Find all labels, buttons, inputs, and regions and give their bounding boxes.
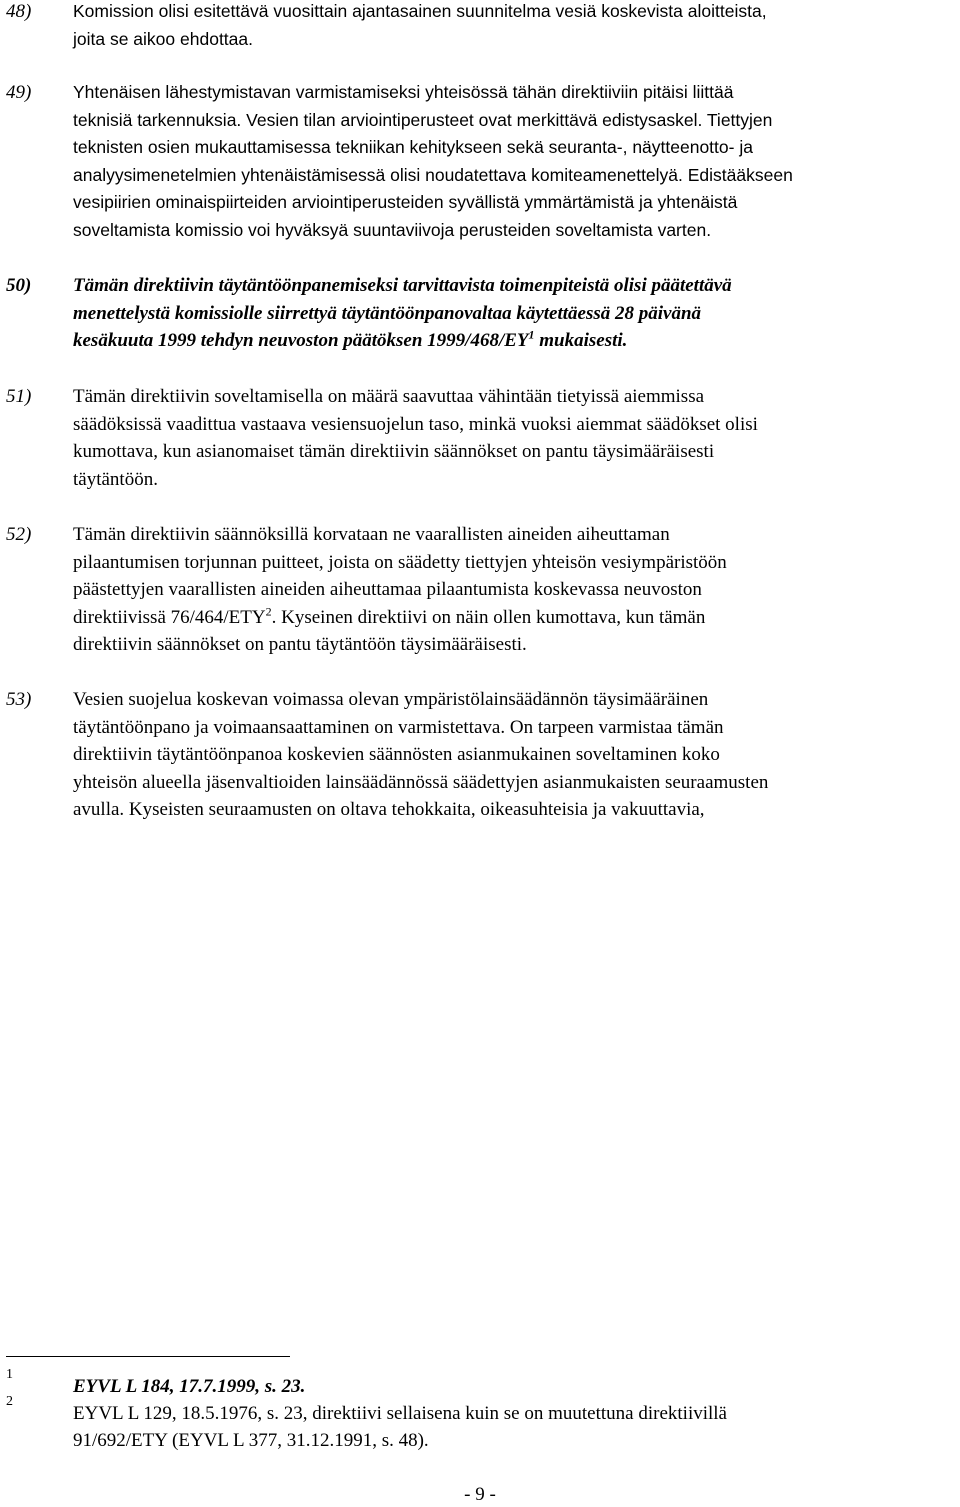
text-segment: mukaisesti.	[534, 330, 628, 351]
paragraph-text	[73, 272, 953, 355]
footnote-text	[73, 1400, 960, 1454]
footnote-text	[73, 1373, 960, 1400]
text-segment: . Kyseinen direktiivi on näin ollen kumottava, kun tämän	[271, 606, 706, 628]
paragraph-text	[73, 0, 953, 53]
text-line: yhteisön alueella jäsenvaltioiden lainsäädännössä säädettyjen asianmukaisten seuraamusten	[73, 771, 769, 793]
paragraph-text	[73, 383, 953, 493]
text-line: EYVL L 184, 17.7.1999, s. 23.	[73, 1376, 306, 1397]
paragraph-text	[73, 79, 953, 244]
paragraph-50	[0, 272, 960, 355]
text-line: Komission olisi esitettävä vuosittain ajantasainen suunnitelma vesiä koskevista aloitteista,	[73, 1, 767, 21]
text-line: menettelystä komissiolle siirrettyä täytäntöönpanovaltaa käytettäessä 28 päivänä	[73, 302, 702, 324]
paragraph-text	[73, 521, 953, 659]
footnote-number: 1	[6, 1367, 13, 1382]
text-line: kumottava, kun asianomaiset tämän direktiivin säännökset on pantu täysimääräisesti	[73, 441, 715, 462]
text-line: Vesien suojelua koskevan voimassa olevan ympäristölainsäädännön täysimääräinen	[73, 689, 709, 710]
text-line: Yhtenäisen lähestymistavan varmistamiseksi yhteisössä tähän direktiiviin pitäisi liittää	[73, 82, 734, 102]
paragraph-49	[0, 79, 960, 244]
text-line: avulla. Kyseisten seuraamusten on oltava tehokkaita, oikeasuhteisia ja vakuuttavia,	[73, 799, 705, 820]
paragraph-number: 48)	[6, 1, 32, 22]
text-line: täytäntöönpano ja voimaansaattaminen on varmistettava. On tarpeen varmistaa tämän	[73, 716, 724, 738]
paragraph-number: 49)	[6, 82, 32, 103]
text-line: vesipiirien ominaispiirteiden arviointiperusteiden syvällistä ymmärtämistä ja yhtenäistä	[73, 192, 738, 212]
text-line: Tämän direktiivin soveltamisella on määrä saavuttaa vähintään tietyissä aiemmissa	[73, 386, 705, 407]
text-line: säädöksissä vaadittua vastaava vesiensuojelun taso, minkä vuoksi aiemmat säädökset olisi	[73, 413, 758, 435]
paragraph-number: 50)	[6, 275, 32, 296]
text-segment: direktiivissä 76/464/ETY	[73, 606, 266, 628]
footnote-1	[0, 1367, 960, 1400]
paragraph-number: 53)	[6, 689, 32, 710]
footnote-2	[0, 1394, 960, 1454]
text-line: soveltamista komissio voi hyväksyä suuntaviivoja perusteiden soveltamista varten.	[73, 219, 712, 240]
text-segment: kesäkuuta 1999 tehdyn neuvoston päätöksen 1999/468/EY	[73, 330, 529, 351]
paragraph-53	[0, 686, 960, 824]
paragraph-number: 51)	[6, 386, 32, 407]
text-line: teknisiä tarkennuksia. Vesien tilan arviointiperusteet ovat merkittävä edistysaskel. Tiettyjen	[73, 109, 773, 130]
text-line: Tämän direktiivin säännöksillä korvataan ne vaarallisten aineiden aiheuttaman	[73, 524, 670, 545]
text-line: pilaantumisen torjunnan puitteet, joista on säädetty tiettyjen yhteisön vesiympäristöön	[73, 551, 727, 573]
text-line: teknisten osien mukauttamisessa tekniikan kehitykseen sekä seuranta-, näytteenotto- ja	[73, 137, 753, 157]
text-line: direktiivin säännökset on pantu täytäntöön täysimääräisesti.	[73, 634, 527, 655]
paragraph-text	[73, 686, 953, 824]
page-number: - 9 -	[464, 1484, 496, 1505]
paragraph-48	[0, 0, 960, 53]
text-line: analyysimenetelmien yhtenäistämisessä olisi noudatettava komiteamenettelyä. Edistääkseen	[73, 164, 793, 185]
text-line: täytäntöön.	[73, 468, 158, 490]
text-line: Tämän direktiivin täytäntöönpanemiseksi tarvittavista toimenpiteistä olisi päätettävä	[73, 275, 732, 296]
text-line: joita se aikoo ehdottaa.	[73, 28, 253, 49]
text-line: päästettyjen vaarallisten aineiden aiheuttamaa pilaantumista koskevassa neuvoston	[73, 579, 702, 600]
text-line: EYVL L 129, 18.5.1976, s. 23, direktiivi sellaisena kuin se on muutettuna direktiivillä	[73, 1403, 727, 1424]
footnote-ref-1[interactable]: 1	[528, 327, 535, 342]
footnote-ref-2[interactable]: 2	[265, 604, 272, 619]
text-line: direktiivin täytäntöönpanoa koskevien säännösten asianmukainen soveltaminen koko	[73, 744, 720, 765]
paragraph-number: 52)	[6, 524, 32, 545]
text-line	[73, 604, 953, 632]
footnote-number: 2	[6, 1394, 13, 1409]
text-line: 91/692/ETY (EYVL L 377, 31.12.1991, s. 48).	[73, 1430, 429, 1451]
paragraph-52	[0, 521, 960, 659]
paragraph-51	[0, 383, 960, 493]
footnote-separator	[6, 1356, 290, 1357]
text-line	[73, 327, 953, 355]
